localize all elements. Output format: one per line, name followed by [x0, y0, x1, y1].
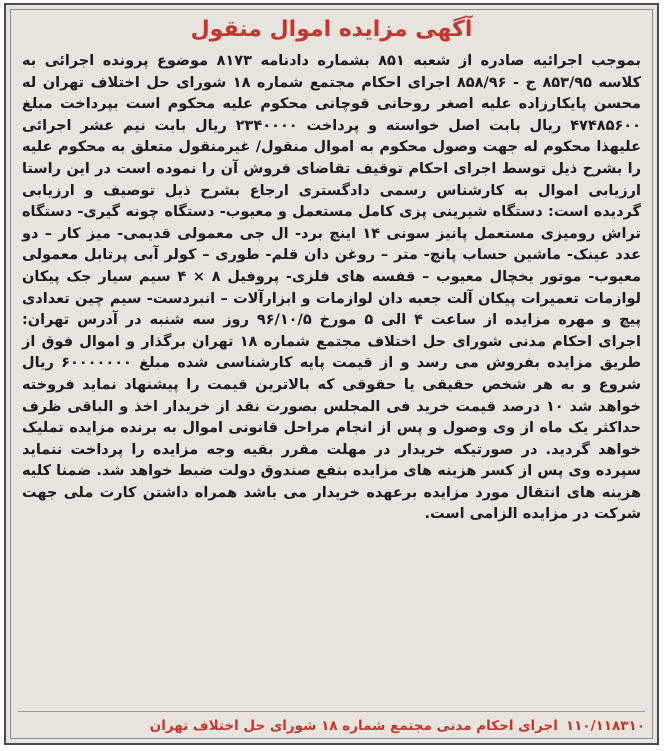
auction-notice: [4, 3, 659, 745]
notice-footer: [18, 715, 645, 737]
footer-signature: اجرای احکام مدنی مجتمع شماره ۱۸ شورای حل اختلاف تهران: [149, 718, 558, 734]
notice-body: بموجب اجرائیه صادره از شعبه ۸۵۱ بشماره دادنامه ۸۱۷۳ موضوع پرونده اجرائی به کلاسه ۸۵۳/۹۵ ج - ۸۵۸/۹۶ اجرای احکام مجتمع شماره ۱۸ شورای حل اختلاف تهران له محسن پایکارزاده علیه اصغر روحانی قوچانی محکوم علیه محکوم است بپرداخت مبلغ ۴۷۴۸۵۶۰۰ ریال بابت اصل خواسته و پرداخت ۲۳۴۰۰۰۰ ریال بابت نیم عشر اجرائی علیهذا محکوم له جهت وصول محکوم به اموال منقول/ غیرمنقول متعلق به محکوم علیه را بشرح ذیل توسط اجرای احکام توقیف تقاضای فروش آن را نموده است در این راستا ارزیابی اموال به کارشناس رسمی دادگستری ارجاع بشرح ذیل توصیف و ارزیابی گردیده است: دستگاه شیرینی پزی کامل مستعمل و معیوب- دستگاه چونه گیری- دستگاه تراش رومیزی مستعمل پانیز سونی ۱۴ اینچ برد- ال جی معمولی قدیمی- میز کار – دو عدد عینک- ماشین حساب پانچ- متر – روغن دان قلم- طوری – کولر آبی پرتابل معمولی معیوب- موتور یخچال معیوب – قفسه های فلزی- پروفیل ۸ × ۴ سیم سیار جک پیکان لوازمات تعمیرات پیکان آلت جعبه دان لوازمات و ابزارآلات – انبردست- سیم چین تعدادی پیچ و مهره مزایده از ساعت ۴ الی ۵ مورخ ۹۶/۱۰/۵ روز سه شنبه در آدرس تهران: اجرای احکام مدنی شورای حل اختلاف مجتمع شماره ۱۸ تهران برگذار و اموال فوق از طریق مزایده بفروش می رسد و از قیمت پایه کارشناسی شده مبلغ ۶۰۰۰۰۰۰۰ ریال شروع و به هر شخص حقیقی یا حقوقی که بالاترین قیمت را پیشنهاد نماید فروخته خواهد شد ۱۰ درصد قیمت خرید فی المجلس بصورت نقد از خریدار اخذ و الباقی ظرف حداکثر یک ماه از وی وصول و پس از انجام مراحل قانونی اموال به برنده مزایده تملیک خواهد گردید. در صورتیکه خریدار در مهلت مقرر بقیه وجه مزایده را پرداخت ننماید سپرده وی پس از کسر هزینه های مزایده بنفع صندوق دولت ضبط خواهد شد. ضمنا کلیه هزینه های انتقال مورد مزایده برعهده خریدار می باشد همراه داشتن کارت ملی جهت شرکت در مزایده الزامی است.: [22, 53, 642, 523]
footer-divider: [18, 711, 645, 712]
notice-title: آگهی مزایده اموال منقول: [190, 17, 473, 42]
footer-code: ۱۱۰/۱۱۸۳۱۰: [565, 718, 645, 734]
